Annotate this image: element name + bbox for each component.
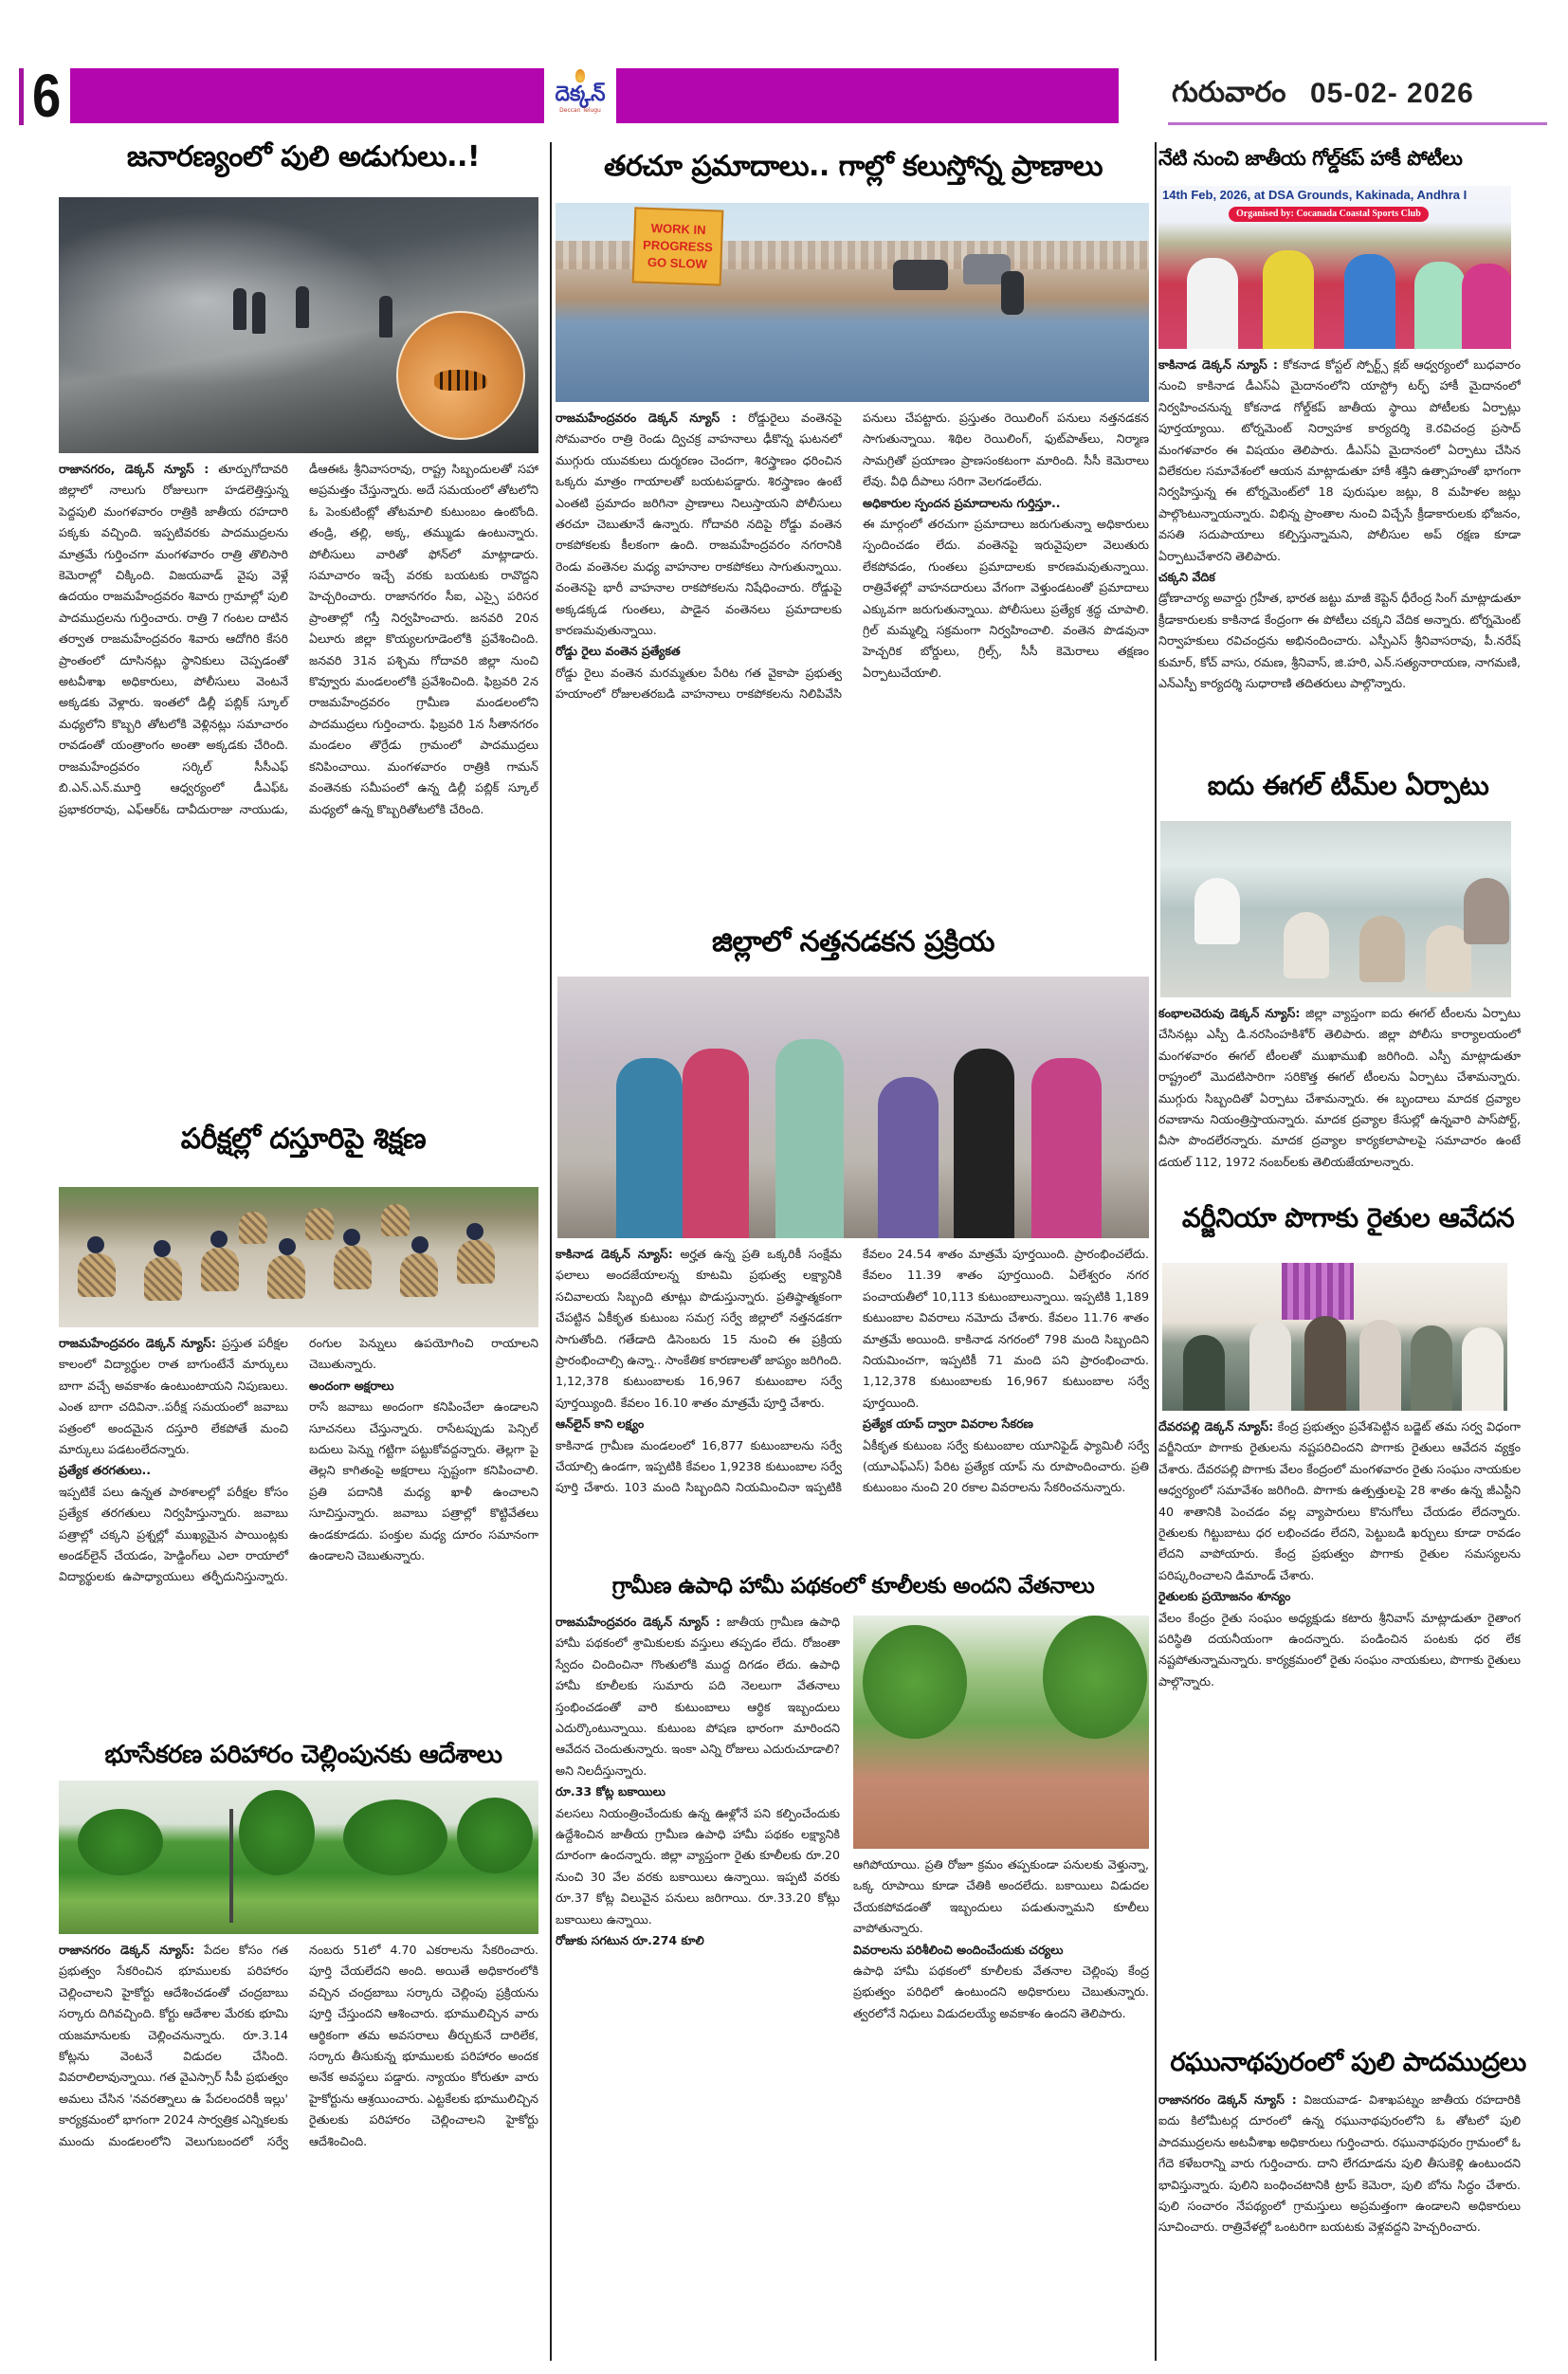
photo-bridge-road — [556, 203, 1149, 402]
photo-banner-text: 14th Feb, 2026, at DSA Grounds, Kakinada, Andhra I — [1162, 188, 1468, 202]
article-text: ఏకీకృత కుటుంబ సర్వే కుటుంబాల యూనిఫైడ్ ఫ్యామిలీ సర్వే (యూఎఫ్ఎస్) పేరిట ప్రత్యేక యాప్ ను రూపొందించారు. ప్రతి కుటుంబం నుంచి 20 రకాల వివరాలను సేకరించనున్నారు. — [863, 1437, 1149, 1495]
column-divider-2 — [1155, 142, 1157, 2361]
photo-banner-organiser: Organised by: Cocanada Coastal Sports Club — [1229, 207, 1429, 222]
subheading: ప్రత్యేక యాప్ ద్వారా వివరాల సేకరణ — [863, 1416, 1033, 1432]
headline-land-compensation: భూసేకరణ పరిహారం చెల్లింపునకు ఆదేశాలు — [104, 1741, 502, 1769]
headline-eagle-teams: ఐదు ఈగల్ టీమ్‌ల ఏర్పాటు — [1207, 770, 1489, 801]
logo-name: దెక్కన్ — [555, 82, 606, 106]
headline-wage-arrears: గ్రామీణ ఉపాధి హామీ పథకంలో కూలీలకు అందని వేతనాలు — [611, 1574, 1095, 1598]
photo-survey-officials — [557, 977, 1149, 1238]
article-bridge-accidents-body — [556, 408, 1149, 910]
photo-tiger-night — [59, 197, 538, 453]
article-tobacco-farmers-body — [1158, 1416, 1521, 2035]
subheading: అందంగా అక్షరాలు — [309, 1378, 394, 1393]
article-tiger-pugmarks-body — [1158, 2090, 1521, 2361]
headline-tobacco-farmers: వర్జీనియా పొగాకు రైతుల ఆవేదన — [1181, 1202, 1515, 1233]
article-tiger-forest-body — [59, 459, 538, 1104]
article-text: జాతీయ గ్రామీణ ఉపాధి హామీ పథకంలో శ్రామికులకు వస్తులు తప్పడం లేదు. రోజంతా స్వేదం చిందించినా గొంతులోకి ముద్ద దిగడం లేదు. ఉపాధి హామీ కూలీలకు సుమారు పది నెలలుగా వేతనాలు స్తంభించడంతో వారి కుటుంబాలు ఆర్థిక ఇబ్బందులు ఎదుర్కొంటున్నాయి. కుటుంబ పోషణ భారంగా మారిందని ఆవేదన చెందుతున్నారు. ఇంకా ఎన్ని రోజులు ఎదురుచూడాలి? అని నిలదీస్తున్నారు. — [556, 1615, 840, 1778]
dateline: కాకినాడ డెక్కన్ న్యూస్ : — [1158, 357, 1278, 372]
work-in-progress-sign: WORK IN PROGRESS GO SLOW — [632, 207, 724, 285]
article-wage-arrears-body — [556, 1612, 840, 2361]
subheading: రోజుకు సగటున రూ.274 కూలి — [556, 1933, 704, 1948]
photo-land-field — [59, 1780, 538, 1934]
subheading: ప్రత్యేక తరగతులు.. — [59, 1463, 152, 1478]
article-exam-training-body — [59, 1333, 538, 1756]
newspaper-logo — [550, 57, 611, 125]
flame-icon — [575, 69, 585, 82]
article-text: ఈ మార్గంలో తరచుగా ప్రమాదాలు జరుగుతున్నా అధికారులు స్పందించడం లేదు. వంతెనపై ఇరువైపులా వెలుతురు లేకపోవడం, గుంతలు ప్రమాదాలకు కారణమవుతున్నాయి. రాత్రివేళల్లో వాహనదారులు వేగంగా వెళ్తుండటంతో ప్రమాదాలు ఎక్కువగా జరుగుతున్నాయి. పోలీసులు ప్రత్యేక శ్రద్ధ చూపాలి. గ్రిల్ మమ్మల్ని సక్రమంగా నిర్వహించాలి. వంతెన పొడవునా హెచ్చరిక బోర్డులు, గ్రిల్స్, సీసీ కెమెరాలు తక్షణం ఏర్పాటుచేయాలి. — [863, 517, 1149, 680]
photo-hockey-press-meet — [1158, 186, 1511, 349]
article-text: రాసే జవాబు అందంగా కనిపించేలా ఉండాలని సూచనలు చేస్తున్నారు. రాసేటప్పుడు పెన్సిల్ బదులు పెన్ను గట్టిగా పట్టుకోవద్దన్నారు. తెల్లగా పై తెల్లని కాగితంపై అక్షరాలు స్పష్టంగా కనిపించాలి. ప్రతి పదానికి మధ్య ఖాళీ ఉంచాలని సూచిస్తున్నారు. జవాబు పత్రాల్లో కొట్టివేతలు ఉండకూడదు. పంక్తుల మధ్య దూరం సమానంగా ఉండాలని చెబుతున్నారు. — [309, 1399, 538, 1563]
article-hockey-cup-body — [1158, 355, 1521, 758]
masthead-band-left — [70, 68, 544, 123]
article-text: డ్రోణాచార్య అవార్డు గ్రహీత, భారత జట్టు మాజీ కెప్టెన్ ధీరేంద్ర సింగ్ మాట్లాడుతూ క్రీడాకారులకు కాకినాడ కేంద్రంగా ఈ పోటీలు చక్కని వేదిక అన్నారు. టోర్నమెంట్ నిర్వాహకులు రవిచంద్రను అభినందించారు. ఎస్పీఎస్ శ్రీనివాసరావు, పీ.నరేష్ కుమార్, కోచ్ వాసు, రమణ, శ్రీనివాస్, జి.హరి, ఎన్.సత్యనారాయణ, నాగమణి, ఎన్ఎస్పీ కార్యదర్శి సుధారాణి తదితరులు పాల్గొన్నారు. — [1158, 591, 1521, 691]
dateline: రాజానగరం, డెక్కన్ న్యూస్ : — [59, 462, 210, 476]
subheading: రూ.33 కోట్ల బకాయిలు — [556, 1784, 665, 1799]
issue-date: 05-02- 2026 — [1310, 78, 1474, 109]
subheading: అధికారుల స్పందన ప్రమాదాలను గుర్తిస్తూ.. — [863, 495, 1061, 510]
photo-tobacco-farmers — [1162, 1263, 1507, 1411]
weekday: గురువారం — [1172, 76, 1286, 109]
headline-tiger-forest: జనారణ్యంలో పులి అడుగులు..! — [126, 140, 481, 173]
photo-eagle-team-meeting — [1160, 821, 1511, 997]
masthead-band-right — [616, 68, 1119, 123]
page-number: 6 — [32, 62, 62, 130]
dateline: రాజమహేంద్రవరం డెక్కన్ న్యూస్ : — [556, 411, 737, 425]
subheading: చక్కని వేదిక — [1158, 570, 1215, 585]
headline-bridge-accidents: తరచూ ప్రమాదాలు.. గాల్లో కలుస్తోన్న ప్రాణాలు — [603, 150, 1103, 183]
article-text: పూర్తి చేయలేదని అంది. అయితే అధికారంలోకి వచ్చిన చంద్రబాబు సర్కారు చెల్లింపు ప్రక్రియను పూర్తి చేస్తుందని ఆశించారు. భూములిచ్చిన వారు ఆర్థికంగా తమ అవసరాలు తీర్చుకునే దారిలేక, సర్కారు తీసుకున్న భూములకు పరిహారం అందక అనేక అవస్థలు పడ్డారు. న్యాయం కోరుతూ వారు హైకోర్టును ఆశ్రయించారు. ఎట్టకేలకు భూములిచ్చిన రైతులకు పరిహారం చెల్లించాలని హైకోర్టు ఆదేశించింది. — [309, 1963, 538, 2148]
article-text: ఉపాధి హామీ పథకంలో కూలీలకు వేతనాల చెల్లింపు కేంద్ర ప్రభుత్వం పరిధిలో ఉంటుందని అధికారులు చెబుతున్నారు. త్వరలోనే నిధులు విడుదలయ్యే అవకాశం ఉందని తెలిపారు. — [853, 1963, 1149, 2020]
dateline: దేవరపల్లి డెక్కన్ న్యూస్: — [1158, 1419, 1274, 1434]
article-text: జిల్లా వ్యాప్తంగా ఐదు ఈగల్ టీంలను ఏర్పాటు చేసినట్లు ఎస్పీ డి.నరసింహకిశోర్ తెలిపారు. జిల్లా పోలీసు కార్యాలయంలో మంగళవారం ఈగల్ టీంలతో ముఖాముఖి జరిగింది. ఎస్పీ మాట్లాడుతూ రాష్ట్రంలో మొదటిసారిగా సరికొత్త ఈగల్ టీంలను ఏర్పాటు చేశామన్నారు. ముగ్గురు సిబ్బందితో ఏర్పాటు చేశామన్నారు. ఈ బృందాలు మాదక ద్రవ్యాల రవాణాను నియంత్రిస్తాయన్నారు. మాదక ద్రవ్యాల కేసుల్లో ఉన్నవారి పాస్‌పోర్ట్, వీసా పొందలేరన్నారు. మాదక ద్రవ్యాల కార్యకలాపాలపై సమాచారం ఉంటే డయల్ 112, 1972 నంబర్‌లకు తెలియజేయాలన్నారు. — [1158, 1006, 1521, 1169]
photo-rural-work-site — [853, 1616, 1149, 1849]
headline-exam-training: పరీక్షల్లో దస్తూరిపై శిక్షణ — [180, 1123, 427, 1156]
article-land-compensation-body — [59, 1940, 538, 2361]
article-survey-slow-body — [556, 1244, 1149, 1600]
subheading: వివరాలను పరిశీలించి అందించేందుకు చర్యలు — [853, 1942, 1064, 1957]
article-text: కాకినాడ గ్రామీణ మండలంలో 16,877 కుటుంబాలను సర్వే చేయాల్సి ఉండగా, ఇప్పటికి కేవలం 1,9238 కుటుంబాల సర్వే పూర్తి చేశారు. 103 మంది సిబ్బందిని నియమించినా ఇప్పటికి కేవలం 24.54 శాతం మాత్రమే పూర్తయింది. — [556, 1247, 1069, 1495]
article-wage-arrears-body-col2 — [853, 1854, 1149, 2361]
article-text: పేదల కోసం గత ప్రభుత్వం సేకరించిన భూములకు పరిహారం చెల్లించాలని హైకోర్టు ఆదేశించడంతో చంద్రబాబు సర్కారు దిగివచ్చింది. కోర్టు ఆదేశాల మేరకు భూమి యజమానులకు చెల్లించనున్నారు. రూ.3.14 కోట్లను వెంటనే విడుదల చేసింది. వివరాలిలావున్నాయి. గత వైఎస్సార్ సీపీ ప్రభుత్వం అమలు చేసిన 'నవరత్నాలు ఉ పేదలందరికీ ఇల్లు' కార్యక్రమంలో భాగంగా 2024 సార్వత్రిక ఎన్నికలకు ముందు మండలంలోని వెలుగుబందలో సర్వే నంబరు 51లో 4.70 ఎకరాలను సేకరించారు. — [59, 1943, 538, 2148]
date-underline — [1168, 122, 1547, 125]
headline-survey-slow: జిల్లాలో నత్తనడకన ప్రక్రియ — [711, 925, 995, 959]
article-text: రోడ్డు రైలు వంతెన మరమ్మతుల పేరిట గత వైకాపా ప్రభుత్వ హయాంలో రోజులతరబడి వాహనాలు రాకపోకలను నిలిపివేసి పనులు చేపట్టారు. ప్రస్తుతం రెయిలింగ్ పనులు నత్తనడకన సాగుతున్నాయి. — [556, 411, 1149, 702]
article-text: అర్హత ఉన్న ప్రతి ఒక్కరికీ సంక్షేమ ఫలాలు అందజేయాలన్న కూటమి ప్రభుత్వ లక్ష్యానికి సచివాలయ సిబ్బంది తూట్లు పొడుస్తున్నారు. ప్రతిష్ఠాత్మకంగా చేపట్టిన ఏకీకృత కుటుంబ సమగ్ర సర్వే జిల్లాలో నత్తనడకగా సాగుతోంది. గతేడాది డిసెంబరు 15 నుంచి ఈ ప్రక్రియ ప్రారంభించాల్సి ఉన్నా.. సాంకేతిక కారణాలతో జాప్యం జరిగింది. 1,12,378 కుటుంబాలకు 16,967 కుటుంబాల సర్వే పూర్తయ్యింది. కేవలం 16.10 శాతం మాత్రమే పూర్తి చేశారు. — [556, 1247, 842, 1410]
dateline: కాకినాడ డెక్కన్ న్యూస్: — [556, 1247, 673, 1261]
article-eagle-teams-body — [1158, 1003, 1521, 1189]
article-text: ప్రారంభించలేదు. కేవలం 11.39 శాతం పూర్తయింది. ఏలేశ్వరం నగర పంచాయతీలో 10,113 కుటుంబాలున్నాయి. ఇప్పటికి 1,189 కుటుంబాల వివరాలు నమోదు చేశారు. కేవలం 11.76 శాతం మాత్రమే అయింది. కాకినాడ నగరంలో 798 మంది సిబ్బందిని నియమించగా, ఇప్పటికీ 71 మంది పని ప్రారంభించారు. 1,12,378 కుటుంబాలకు 16,967 కుటుంబాల సర్వే పూర్తయింది. — [863, 1247, 1149, 1410]
tiger-inset-photo — [396, 311, 525, 440]
logo-tagline: Deccan Telugu — [559, 106, 601, 114]
dateline: రాజానగరం డెక్కన్ న్యూస్: — [59, 1943, 195, 1957]
article-text: వేలం కేంద్రం రైతు సంఘం అధ్యక్షుడు కటారు శ్రీనివాస్ మాట్లాడుతూ రైతాంగ పరిస్థితి దయనీయంగా ఉందన్నారు. పండించిన పంటకు ధర లేక నష్టపోతున్నామన్నారు. కార్యక్రమంలో రైతు సంఘం నాయకులు, పొగాకు రైతులు పాల్గొన్నారు. — [1158, 1610, 1521, 1689]
dateline: రాజమహేంద్రవరం డెక్కన్ న్యూస్ : — [556, 1615, 721, 1629]
article-text: కేంద్ర ప్రభుత్వం ప్రవేశపెట్టిన బడ్జెట్ తమ సర్వ విధంగా వర్జీనియా పొగాకు రైతులను నష్టపరిచిందని పొగాకు రైతులు ఆవేదన వ్యక్తం చేశారు. దేవరపల్లి పొగాకు వేలం కేంద్రంలో మంగళవారం రైతు సంఘం నాయకుల ఆధ్వర్యంలో సమావేశం జరిగింది. పొగాకు ఉత్పత్తులపై 28 శాతం ఉన్న జీఎస్టీని 40 శాతానికి పెంచడం వల్ల వ్యాపారులు కొనుగోలు చేయడం లేదన్నారు. రైతులకు గిట్టుబాటు ధర లభించడం లేదని, పెట్టుబడి ఖర్చులు కూడా రావడం లేదని వాపోయారు. కేంద్ర ప్రభుత్వం పొగాకు రైతుల సమస్యలను పరిష్కరించాలని డిమాండ్ చేశారు. — [1158, 1419, 1521, 1582]
dateline: రాజానగరం డెక్కన్ న్యూస్ : — [1158, 2092, 1297, 2107]
dateline: రాజమహేంద్రవరం డెక్కన్ న్యూస్: — [59, 1336, 216, 1350]
masthead-left-bar — [19, 68, 24, 125]
dateline: కంభాలచెరువు డెక్కన్ న్యూస్: — [1158, 1006, 1301, 1020]
subheading: ఆన్‌లైన్ కాని లక్ష్యం — [556, 1416, 645, 1432]
article-text: వలసలు నియంత్రించేందుకు ఉన్న ఊళ్లోనే పని కల్పించేందుకు ఉద్దేశించిన జాతీయ గ్రామీణ ఉపాధి హామీ పథకం లక్ష్యానికి దూరంగా ఉందన్నారు. జిల్లా వ్యాప్తంగా రైతు కూలీలకు రూ.20 నుంచి 30 వేల వరకు బకాయిలు ఉన్నాయి. ఇప్పటి వరకు రూ.37 కోట్ల విలువైన పనులు జరిగాయి. రూ.33.20 కోట్లు బకాయిలు ఉన్నాయి. — [556, 1805, 840, 1927]
article-text: ఇప్పటికే పలు ఉన్నత పాఠశాలల్లో పరీక్షల కోసం ప్రత్యేక తరగతులు నిర్వహిస్తున్నారు. జవాబు పత్రాల్లో చక్కని ప్రశ్నల్లో ముఖ్యమైన పాయింట్లకు అండర్‌లైన్ చేయడం, హెడ్డింగ్‌లు ఎలా రాయాలో విద్యార్థులకు ఉపాధ్యాయులు తర్ఫీదునిస్తున్నారు. రంగుల పెన్నులు ఉపయోగించి రాయాలని చెబుతున్నారు. — [59, 1336, 538, 1584]
article-text: ప్రస్తుత పరీక్షల కాలంలో విద్యార్థుల రాత బాగుంటేనే మార్కులు బాగా వచ్చే అవకాశం ఉంటుంటాయని నిపుణులు. ఎంత బాగా చదివినా..పరీక్ష సమయంలో జవాబు పత్రంలో అందమైన దస్తూరి లేకపోతే మంచి మార్కులు పడటంలేదన్నారు. — [59, 1336, 288, 1457]
article-text: ఆగిపోయాయి. ప్రతి రోజూ క్రమం తప్పకుండా పనులకు వెళ్తున్నా, ఒక్క రూపాయి కూడా చేతికి అందలేదు. బకాయిలు విడుదల చేయకపోవడంతో ఇబ్బందులు పడుతున్నామని కూలీలు వాపోతున్నారు. — [853, 1857, 1149, 1936]
column-divider-1 — [550, 142, 552, 2361]
article-text: శిథిల రెయిలింగ్, ఫుట్‌పాత్‌లు, నిర్మాణ సామగ్రితో ప్రయాణం ప్రాణసంకటంగా మారింది. సీసీ కెమెరాలు లేవు. వీధి దీపాలు సరిగా వెలగడంలేదు. — [863, 431, 1149, 489]
subheading: రైతులకు ప్రయోజనం శూన్యం — [1158, 1589, 1291, 1604]
article-text: తూర్పుగోదావరి జిల్లాలో నాలుగు రోజులుగా హడలెత్తిస్తున్న పెద్దపులి మంగళవారం రాత్రికి జాతీయ రహదారి పక్కకు వచ్చింది. ఇప్పటివరకు పాదముద్రలను మాత్రమే గుర్తించగా మంగళవారం రాత్రి తొలిసారి కెమెరాల్లో చిక్కింది. విజయవాడ్ వైపు వెళ్లే ఉదయం రాజమహేంద్రవరం శివారు గ్రామాల్లో పులి పాదముద్రలను గుర్తించారు. రాత్రి 7 గంటల దాటిన తర్వాత రాజమహేంద్రవరం శివారు ఆదోగిరి కేసరి ప్రాంతంలో దూసినట్లు స్థానికులు చెప్పడంతో అటవీశాఖ అధికారులు, పోలీసులు వెంటనే అక్కడకు వెళ్లారు. ఇంతలో డిల్లీ పబ్లిక్ స్కూల్ మధ్యలోని కొబ్బరి తోటలోకి వెళ్లినట్లు సమాచారం రావడంతో యంత్రాంగం అంతా అక్కడకు చేరింది. రాజమహేంద్రవరం సర్కిల్ సీసీఎఫ్ బి.ఎన్.ఎన్.మూర్తి ఆధ్వర్యంలో డీఎఫ్ఓ ప్రభాకరరావు, ఎఫ్ఆర్ఓ దావీదురాజు నాయుడు, డీఆఈఓ శ్రీనివాసరావు, రాష్ట్ర సిబ్బందులతో సహా అప్రమత్తం చేస్తున్నారు. అదే సమయంలో తోటలోని ఓ పెంకుటింట్లో తోటమాలి కుటుంబం ఉంటోంది. తండ్రి, తల్లి, అక్క, తమ్ముడు ఉంటున్నారు. పోలీసులు వారితో ఫోన్‌లో మాట్లాడారు. సమాచారం ఇచ్చే వరకు బయటకు రావొద్దని హెచ్చరించారు. రాజానగరం సీఐ, ఎస్సై పరిసర ప్రాంతాల్లో గస్తీ నిర్వహించారు. జనవరి 20న ఏలూరు జిల్లా కొయ్యలగూడెంలోకి ప్రవేశించింది. జనవరి 31న పశ్చిమ గోదావరి జిల్లా నుంచి కొవ్వూరు మండలంలోకి ప్రవేశించింది. ఫిబ్రవరి 2న రాజమహేంద్రవరం గ్రామీణ మండలంలోని పాదముద్రలు గుర్తించారు. ఫిబ్రవరి 1న సీతానగరం మండలం తొర్రేడు గ్రామంలో పాదముద్రలు కనిపించాయి. మంగళవారం రాత్రికి గామన్ వంతెనకు సమీపంలో ఉన్న డిల్లీ పబ్లిక్ స్కూల్ మధ్యలో ఉన్న కొబ్బరితోటలోకి చేరింది. — [59, 462, 538, 816]
photo-students-writing-exam — [59, 1187, 538, 1327]
headline-tiger-pugmarks: రఘునాథపురంలో పులి పాదముద్రలు — [1170, 2048, 1526, 2077]
headline-hockey-cup: నేటి నుంచి జాతీయ గోల్డ్‌కప్ హాకీ పోటీలు — [1158, 147, 1463, 170]
masthead — [19, 57, 1549, 130]
article-text: కోకనాడ కోస్టల్ స్పోర్ట్స్ క్లబ్ ఆధ్వర్యంలో బుధవారం నుంచి కాకినాడ డీఎస్ఏ మైదానంలోని యాస్ట్రో టర్ఫ్ హాకీ మైదానంలో నిర్వహించనున్న కోకనాడ గోల్డ్‌కప్ జాతీయ స్థాయి పోటీలకు ఏర్పాట్లు పూర్తయ్యాయి. టోర్నమెంట్ నిర్వాహక కార్యదర్శి కె.రవిచంద్ర ప్రసాద్ మంగళవారం ఈ విషయం తెలిపారు. డీఎస్ఏ మైదానంలో ఏర్పాటు చేసిన విలేకరుల సమావేశంలో ఆయన మాట్లాడుతూ హాకీ శక్తిని ఉత్సాహంతో భాగంగా నిర్వహిస్తున్న ఈ టోర్నమెంట్‌లో 18 పురుషుల జట్లు, 8 మహిళల జట్లు పాల్గొంటున్నాయన్నారు. విభిన్న ప్రాంతాల నుంచి విచ్చేసే క్రీడాకారులకు భోజనం, వసతి సదుపాయాలు కల్పిస్తున్నామని, పోలీసుల అప్ రక్షణ కూడా ఏర్పాటుచేశారని తెలిపారు. — [1158, 357, 1521, 563]
article-text: విజయవాడ- విశాఖపట్నం జాతీయ రహదారికి ఐదు కిలోమీటర్ల దూరంలో ఉన్న రఘునాథపురంలోని ఓ తోటలో పులి పాదముద్రలను అటవీశాఖ అధికారులు గుర్తించారు. రఘునాథపురం గ్రామంలో ఓ గేదె కళేబరాన్ని వారు గుర్తించారు. దాని లేగదూడను పులి తీసుకెళ్లి ఉంటుందని భావిస్తున్నారు. పులిని బంధించటానికి ట్రాప్ కెమెరా, పులి బోను సిద్ధం చేశారు. పులి సంచారం నేపథ్యంలో గ్రామస్తులు అప్రమత్తంగా ఉండాలని అధికారులు సూచించారు. రాత్రివేళల్లో ఒంటరిగా బయటకు వెళ్లవద్దని హెచ్చరించారు. — [1158, 2092, 1521, 2235]
date-area — [1168, 72, 1547, 125]
article-text: రోడ్డురైలు వంతెనపై సోమవారం రాత్రి రెండు ద్విచక్ర వాహనాలు ఢీకొన్న ఘటనలో ముగ్గురు యువకులు దుర్మరణం చెందగా, శిరస్త్రాణం ధరించిన ఒక్కరు మాత్రం గాయాలతో బయటపడ్డారు. శిరస్త్రాణం ఉంటే ఎంతటి ప్రమాదం జరిగినా ప్రాణాలు నిలుస్తాయని పోలీసులు తరచూ చెబుతూనే ఉన్నారు. గోదావరి నదిపై రోడ్డు వంతెన రాకపోకలకు కీలకంగా ఉంది. రాజమహేంద్రవరం నగరానికి రెండు వంతెనల మధ్య వాహనాల రాకపోకలు సాగుతున్నాయి. వంతెనపై భారీ వాహనాల రాకపోకలను నిషేధించారు. రోడ్డుపై అక్కడక్కడ గుంతలు, పాడైన వంతెనలు ప్రమాదాలకు కారణమవుతున్నాయి. — [556, 411, 843, 638]
subheading: రోడ్డు రైలు వంతెన ప్రత్యేకత — [556, 644, 681, 659]
